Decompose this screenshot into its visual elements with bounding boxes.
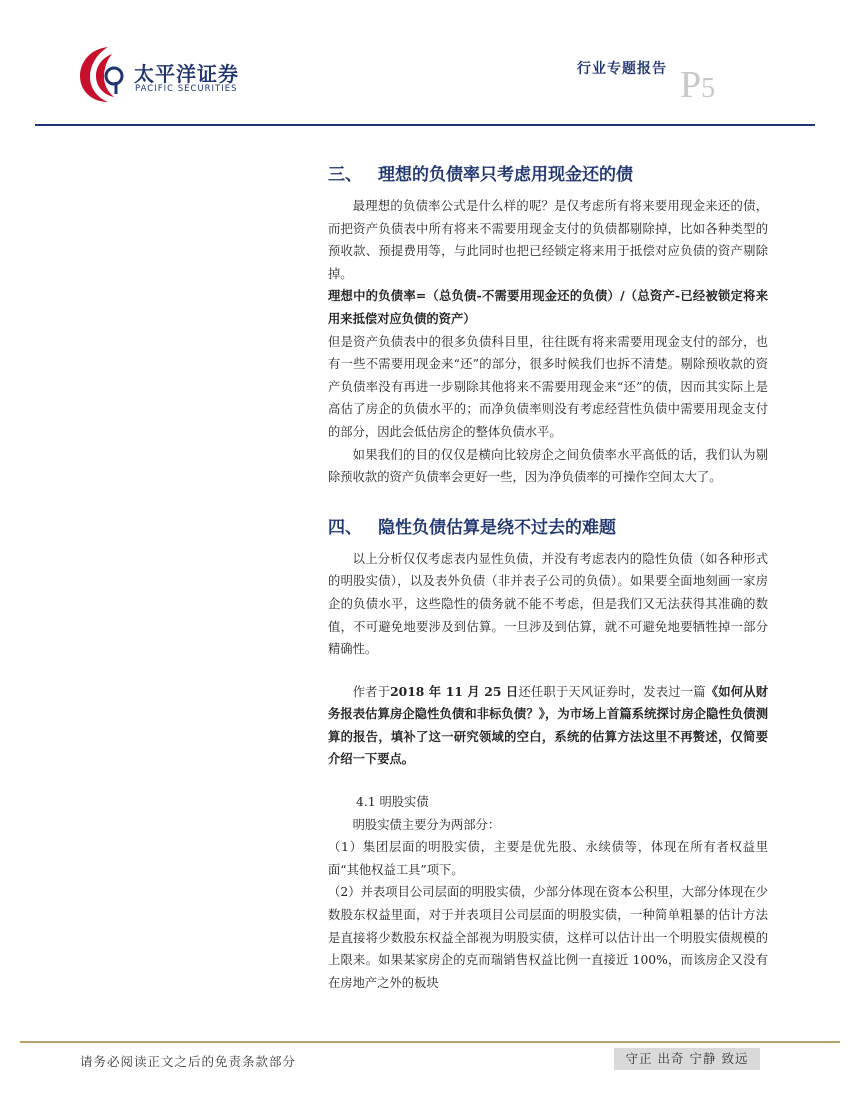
section-4-paragraph-2 (328, 681, 768, 771)
section-3-paragraph-2: 但是资产负债表中的很多负债科目里，往往既有将来需要用现金支付的部分，也有一些不需要用现金来“还”的部分，很多时候我们也拆不清楚。剔除预收款的资产负债率没有再进一步剔除其他将来不需要用现金来“还”的债，因而其实际上是高估了房企的负债水平的；而净负债率则没有考虑经营性负债中需要用现金支付的部分，因此会低估房企的整体负债水平。 (328, 334, 768, 439)
section-4-title: 隐性负债估算是绕不过去的难题 (378, 517, 616, 538)
section-3-paragraph-1: 最理想的负债率公式是什么样的呢？是仅考虑所有将来要用现金来还的债，而把资产负债表中所有将来不需要用现金支付的负债都剔除掉，比如各种类型的预收款、预提费用等，与此同时也把已经锁定将来用于抵偿对应负债的资产剔除掉。 (328, 199, 768, 281)
subsection-4-1-title: 4.1 明股实债 (356, 795, 429, 810)
section-4-paragraph-1: 以上分析仅仅考虑表内显性负债，并没有考虑表内的隐性负债（如各种形式的明股实债），以及表外负债（非并表子公司的负债）。如果要全面地刻画一家房企的负债水平，这些隐性的债务就不能不考虑，但是我们又无法获得其准确的数值，不可避免地要涉及到估算。一旦涉及到估算，就不可避免地要牺牲掉一部分精确性。 (328, 551, 768, 657)
author-intro: 作者于 (352, 684, 391, 699)
company-logo (78, 44, 248, 104)
section-3-heading (328, 160, 768, 185)
page-number (680, 66, 715, 104)
page-letter: P (680, 64, 702, 106)
disclaimer-note: 请务必阅读正文之后的免责条款部分 (80, 1054, 297, 1069)
author-affiliation: 还任职于天风证券时，发表过一篇 (518, 684, 706, 699)
footer-divider (20, 1041, 840, 1043)
list-item-2: （2）并表项目公司层面的明股实债，少部分体现在资本公积里，大部分体现在少数股东权益里面，对于并表项目公司层面的明股实债，一种简单粗暴的估计方法是直接将少数股东权益全部视为明股实债，这样可以估计出一个明股实债规模的上限来。如果某家房企的克而瑞销售权益比例一直接近 100%，而该房企又没有在房地产之外的板块 (328, 885, 768, 990)
main-content (328, 150, 768, 994)
page-digit: 5 (701, 73, 716, 104)
section-4-number: 四、 (328, 517, 362, 538)
subsection-4-1-intro: 明股实债主要分为两部分： (352, 817, 501, 832)
page-header (0, 0, 850, 130)
section-3-title: 理想的负债率只考虑用现金还的债 (378, 165, 633, 185)
section-4-heading (328, 513, 768, 538)
header-divider (35, 124, 815, 126)
logo-name-cn: 太平洋证券 (134, 62, 239, 86)
referenced-report: 《如何从财务报表估算房企隐性负债和非标负债？》，为市场上首篇系统探讨房企隐性负债测算的报告，填补了这一研究领域的空白，系统的估算方法这里不再赘述，仅简要介绍一下要点。 (328, 683, 768, 767)
report-date: 2018 年 11 月 25 日 (390, 683, 519, 699)
list-item-1: （1）集团层面的明股实债，主要是优先股、永续债等，体现在所有者权益里面“其他权益工具”项下。 (328, 840, 768, 877)
logo-name-en: PACIFIC SECURITIES (135, 84, 238, 94)
report-type: 行业专题报告 (577, 61, 667, 77)
ideal-debt-ratio-formula: 理想中的负债率=（总负债-不需要用现金还的负债）/（总资产-已经被锁定将来用来抵偿对应负债的资产） (328, 288, 768, 326)
company-motto: 守正 出奇 宁静 致远 (614, 1048, 760, 1070)
pacific-securities-logo-icon (78, 44, 130, 104)
section-3-paragraph-3: 如果我们的目的仅仅是横向比较房企之间负债率水平高低的话，我们认为剔除预收款的资产负债率会更好一些，因为净负债率的可操作空间太大了。 (328, 447, 768, 485)
section-3-number: 三、 (328, 165, 362, 185)
